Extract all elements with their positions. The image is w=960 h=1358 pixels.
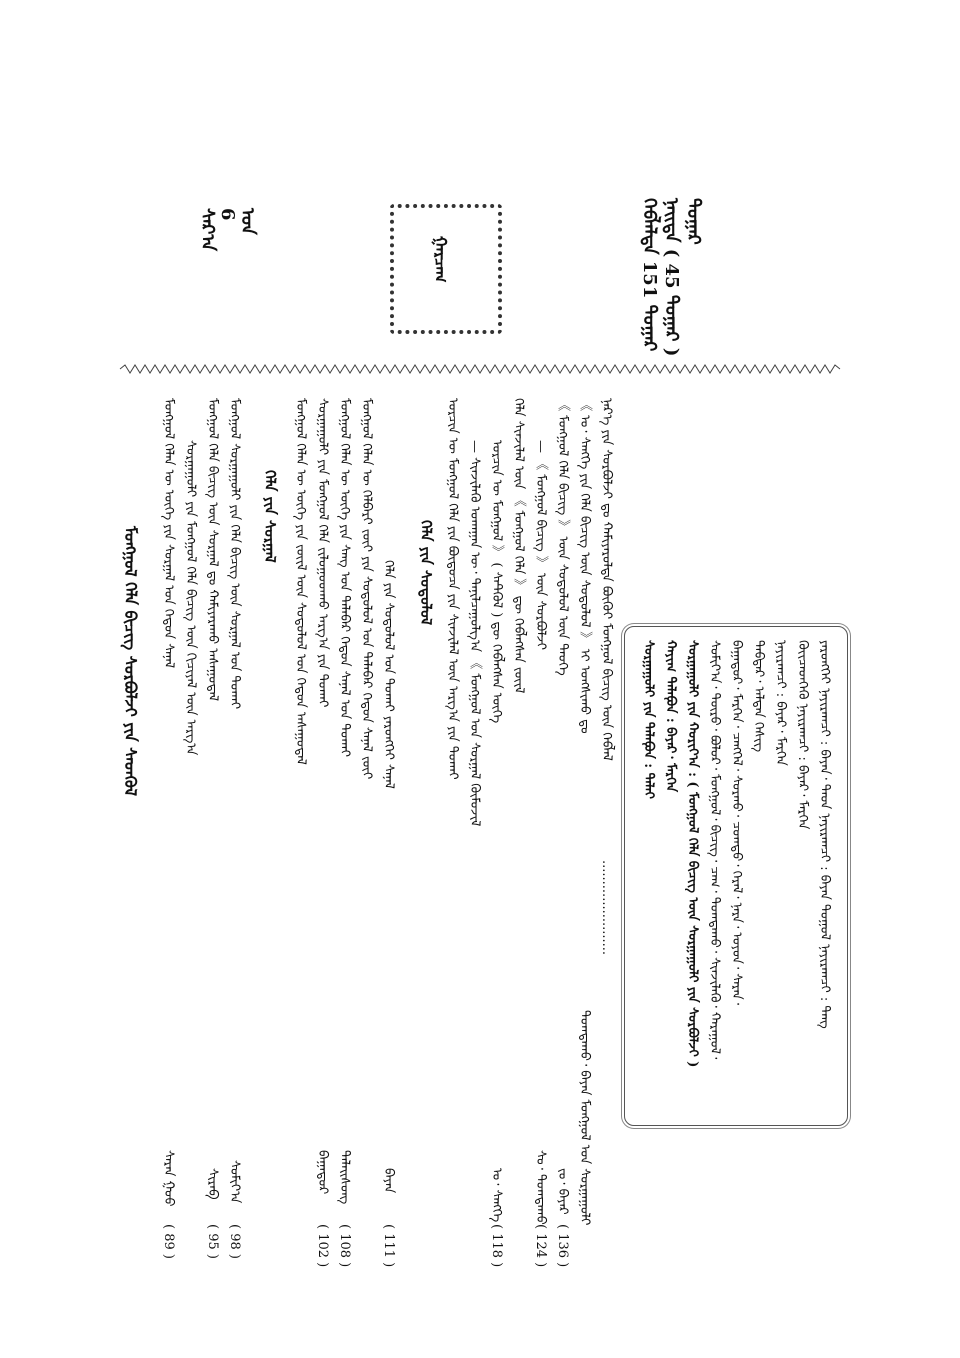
toc-mid-3-author: ᠳᠠᠯᠠᠢᠰᠦᠩ (337, 1150, 352, 1205)
toc-upper-2: 《 ᠣ᠂ ᠰᠡᠩᠭᠡ ᠶᠢᠨ ᠬᠡᠯᠡ ᠪᠢᠴᠢᠭ ᠦᠨ ᠰᠤᠳᠤᠯᠤᠯ 》 ᠢ ᠤᠩᠰᠢᠬᠤ ᠳᠤ (577, 398, 592, 734)
toc-upper-3: 《 ᠮᠣᠩᠭᠣᠯ ᠬᠡᠯᠡ ᠪᠢᠴᠢᠭ 》 ᠦᠨ ᠰᠤᠳᠤᠯᠤᠯ ᠦᠨ ᠲᠡᠦᠬᠡ (555, 398, 570, 676)
editor-line-2: ᠭᠦᠢᠴᠡᠳᠬᠡᠬᠦ ᠨᠠᠶᠢᠷᠠᠭᠴᠢ : ᠪᠠᠶᠠᠷ᠂ ᠮᠡᠷᠭᠡᠨ (795, 640, 810, 830)
toc-lower-3: ᠰᠤᠷᠭᠠᠭᠤᠯᠢ ᠶᠢᠨ ᠮᠣᠩᠭᠣᠯ ᠬᠡᠯᠡ ᠪᠢᠴᠢᠭ ᠦᠨ ᠬᠢᠴᠢᠶᠡᠯ ᠦᠨ ᠠᠷᠭ᠎ᠠ (183, 440, 198, 756)
toc-mid-3: ᠮᠣᠩᠭᠣᠯ ᠬᠡᠯᠡᠨ ᠦ ᠦᠭᠡ ᠶᠢᠨ ᠰᠠᠩ ᠤᠨ ᠲᠠᠯᠠᠪᠠᠷ ᠬᠡᠳᠦᠨ ᠰᠠᠨᠠᠯ ᠤᠨ ᠲᠤᠬᠠᠢ (337, 398, 352, 758)
toc-mid-2: ᠮᠣᠩᠭᠣᠯ ᠬᠡᠯᠡᠨ ᠦ ᠬᠡᠯᠪᠡᠷᠢ ᠵᠦᠢ ᠶᠢᠨ ᠰᠤᠳᠤᠯᠤᠯ ᠤᠨ ᠲᠠᠯᠠᠪᠠᠷ ᠬᠡᠳᠦᠨ ᠰᠠᠨᠠᠯ ᠵᠦᠢ (359, 398, 374, 780)
toc-upper-3-page: ( 136 ) (555, 1224, 570, 1268)
toc-mid-5: ᠮᠣᠩᠭᠣᠯ ᠬᠡᠯᠡᠨ ᠦ ᠦᠭᠡ ᠶᠢᠨ ᠵᠦᠢᠯ ᠦᠨ ᠰᠤᠳᠤᠯᠤᠯ ᠤᠨ ᠬᠡᠳᠦᠨ ᠠᠰᠠᠭᠤᠳᠠᠯ (293, 398, 308, 765)
toc-upper-4: — 《 ᠮᠣᠩᠭᠣᠯ ᠪᠢᠴᠢᠭ 》 ᠦᠨ ᠰᠤᠷᠪᠤᠯᠵᠢ (533, 440, 548, 650)
section-title-1: ᠬᠡᠯᠡ ᠶᠢᠨ ᠰᠤᠳᠤᠯᠤᠯ (417, 520, 435, 626)
toc-mid-4: ᠰᠤᠷᠭᠠᠭᠤᠯᠢ ᠶᠢᠨ ᠮᠣᠩᠭᠣᠯ ᠬᠡᠯᠡ ᠵᠢᠯᠤᠭᠣᠳᠬᠤ ᠠᠷᠭ᠎ᠠ ᠶᠢᠨ ᠲᠤᠬᠠᠢ (315, 398, 330, 708)
editor-line-4: ᠳᠡᠪᠲᠡᠷ᠂ ᠠᠯᠲᠠᠨ ᠬᠡᠰᠢᠭ (751, 640, 766, 753)
toc-upper-6-page: ( 118 ) (489, 1224, 504, 1268)
toc-lower-4-author: ᠰᠠᠷᠠᠨ ᠭᠣᠣ (161, 1150, 176, 1207)
toc-mid-4-page: ( 102 ) (315, 1224, 330, 1268)
year-line-3: ᠰᠠᠷ᠎ᠠ (197, 208, 218, 252)
year-line-1: ᠣᠨ (237, 208, 258, 235)
toc-upper-5: ᠬᠡᠯᠡ ᠰᠢᠨᠵᠢᠯᠡᠯ ᠦᠨ 《 ᠮᠣᠩᠭᠣᠯ ᠬᠡᠯᠡ 》 ᠳᠦ ᠬᠡᠪᠯᠡᠭᠰᠡᠨ ᠵᠦᠢᠯ (511, 398, 526, 694)
toc-upper-1-dots: ....................... (599, 860, 614, 956)
year-line-2: 6 (217, 208, 238, 221)
toc-lower-1: ᠮᠣᠩᠭᠣᠯ ᠰᠤᠷᠭᠠᠭᠤᠯᠢ ᠶᠢᠨ ᠬᠡᠯᠡ ᠪᠢᠴᠢᠭ ᠦᠨ ᠰᠤᠷᠭᠠᠯ ᠤᠨ ᠲᠤᠬᠠᠢ (227, 398, 242, 710)
editor-line-3: ᠨᠠᠶᠢᠷᠠᠭᠴᠢ : ᠪᠠᠶᠠᠷ᠂ ᠮᠡᠷᠭᠡᠨ (773, 640, 788, 766)
stamp-text: ᠭᠠᠷᠴᠠᠭ (431, 236, 450, 283)
editor-line-1: ᠶᠡᠷᠦᠩᠬᠡᠢ ᠨᠠᠶᠢᠷᠠᠭᠴᠢ : ᠪᠠᠶᠠᠨ᠂ ᠳᠡᠳ ᠨᠠᠶᠢᠷᠠᠭᠴᠢ : ᠪᠠᠶᠠᠨ ᠲᠤᠭᠤᠯ ᠨᠠᠶᠢᠷᠠᠭᠴᠢ : ᠲᠠᠩ (817, 640, 832, 1029)
toc-upper-4-author: ᠰᠤ᠂ ᠲᠣᠭᠲᠠᠬᠤ (533, 1150, 548, 1225)
toc-mid-3-page: ( 108 ) (337, 1224, 352, 1268)
toc-upper-4-page: ( 124 ) (533, 1224, 548, 1268)
toc-upper-8: ᠣᠷᠴᠢᠨ ᠦ ᠮᠣᠩᠭᠣᠯ ᠬᠡᠯᠡ ᠶᠢᠨ ᠪᠦᠲᠦᠴᠡ ᠶᠢᠨ ᠰᠢᠨᠵᠢᠯᠡᠯ ᠦᠨ ᠠᠷᠭ᠎ᠠ ᠶᠢᠨ ᠲᠤᠬᠠᠢ (445, 398, 460, 780)
toc-mid-4-author: ᠪᠠᠭᠠᠲᠤᠷ (315, 1150, 330, 1195)
bottom-title: ᠮᠣᠩᠭᠣᠯ ᠬᠡᠯᠡ ᠪᠢᠴᠢᠭ ᠰᠤᠷᠪᠤᠯᠵᠢ ᠶᠢᠨ ᠰᠡᠳᠬᠦᠯ (121, 526, 140, 796)
zigzag-divider (120, 364, 840, 374)
toc-upper-3-author: ᠵᠣ᠂ ᠪᠠᠶᠠᠷ (555, 1168, 570, 1215)
toc-mid-1-page: ( 111 ) (381, 1224, 396, 1268)
toc-mid-1: ᠬᠡᠯᠡ ᠶᠢᠨ ᠰᠤᠳᠤᠯᠤᠯ ᠤᠨ ᠲᠤᠬᠠᠢ ᠶᠡᠷᠦᠩᠬᠡᠢ ᠰᠠᠨᠠᠯ (381, 560, 396, 789)
toc-upper-7: — ᠰᠢᠨᠵᠢᠯᠡᠬᠦ ᠤᠬᠠᠭᠠᠨ ᠦ᠂ ᠲᠠᠨᠢᠯᠴᠠᠭᠤᠯᠭ᠎ᠠ 《 ᠮᠣᠩᠭᠣᠯ ᠤᠨ ᠰᠤᠷᠭᠠᠯ ᠬᠦᠮᠦᠵᠢᠯ (467, 440, 482, 827)
editor-line-5: ᠪᠠᠭᠠᠲᠤᠷ᠂ ᠮᠡᠷᠭᠡᠨ᠂ ᠴᠡᠩᠭᠡᠯ᠂ ᠰᠤᠷᠬᠤ᠂ ᠴᠣᠭᠲᠤ᠂ ᠭᠡᠷᠡᠯ᠂ ᠨᠠᠷᠠ᠂ ᠣᠶᠤᠨ᠂ ᠰᠠᠷᠠᠨ᠂ (729, 640, 744, 1005)
toc-lower-1-author: ᠰᠤᠮᠢᠶ᠎ᠠ (227, 1160, 242, 1204)
toc-lower-2: ᠮᠣᠩᠭᠣᠯ ᠬᠡᠯᠡ ᠪᠢᠴᠢᠭ ᠦᠨ ᠰᠤᠷᠭᠠᠯ ᠳᠤ ᠬᠠᠮᠢᠶᠠᠷᠠᠬᠤ ᠠᠰᠠᠭᠤᠳᠠᠯ (205, 398, 220, 702)
toc-lower-4: ᠮᠣᠩᠭᠣᠯ ᠬᠡᠯᠡᠨ ᠦ ᠦᠭᠡ ᠶᠢᠨ ᠰᠤᠷᠭᠠᠯ ᠤᠨ ᠬᠡᠳᠦᠨ ᠰᠠᠨᠠᠯ (161, 398, 176, 669)
editor-line-7: ᠰᠤᠷᠭᠠᠭᠤᠯᠢ ᠶᠢᠨ ᠬᠣᠷᠢᠶ᠎ᠠ : ( ᠮᠣᠩᠭᠣᠯ ᠬᠡᠯᠡ ᠪᠢᠴᠢᠭ ᠦᠨ ᠰᠤᠷᠭᠠᠭᠤᠯᠢ ᠶᠢᠨ ᠰᠤᠷᠪᠤᠯᠵᠢ ) (685, 640, 700, 1068)
toc-upper-6: ᠣᠷᠴᠢᠨ ᠦ ᠮᠣᠩᠭᠣᠯ 》 ( ᠰᠡᠲᠬᠦᠯ ) ᠳᠦ ᠬᠡᠪᠯᠡᠭᠰᠡᠨ ᠦᠭᠡ (489, 440, 504, 724)
toc-mid-1-author: ᠪᠠᠶᠠᠨ (381, 1168, 396, 1194)
editor-line-6: ᠰᠤᠮᠢᠶ᠎ᠠ᠂ ᠲᠦᠷᠦ᠂ ᠪᠤᠯᠤᠷ᠂ ᠮᠣᠩᠭᠣᠯ᠂ ᠪᠢᠴᠢᠭ᠂ ᠴᠠᠭ᠂ ᠲᠣᠭᠲᠠᠬᠤ᠂ ᠰᠢᠨᠵᠢᠯᠡᠬᠦ᠂ ᠬᠠᠷᠠᠭᠤᠯ᠂ (707, 640, 722, 1060)
issue-line-2: ᠨᠡᠢᠲᠡ ( 45 ᠳᠤᠭᠠᠷ ) (661, 198, 682, 357)
toc-lower-4-page: ( 89 ) (161, 1224, 176, 1259)
toc-upper-2-author: ᠲᠣᠭᠲᠠᠬᠤ᠂ ᠪᠠᠶᠠᠨ ᠮᠣᠩᠭᠣᠯ ᠤᠨ ᠰᠤᠷᠭᠠᠭᠤᠯᠢ (577, 1010, 592, 1226)
toc-lower-2-author: ᠰᠢᠷᠠᠪ (205, 1168, 220, 1200)
issue-line-3: ᠬᠡᠪᠯᠡᠯᠲᠡ 151 ᠳᠤᠭᠠᠷ (639, 198, 660, 352)
toc-lower-1-page: ( 98 ) (227, 1224, 242, 1259)
issue-line-1: ᠳᠤᠭᠠᠷ (683, 198, 704, 245)
editor-line-8: ᠬᠠᠶᠢᠭ ᠲᠡᠯᠡᠹᠤᠨ : ᠪᠠᠶᠠᠷ᠂ ᠮᠡᠷᠭᠡᠨ (663, 640, 678, 793)
toc-upper-1: ᠨᠡᠷ᠎ᠡ ᠶᠢᠨ ᠰᠤᠷᠪᠤᠯᠵᠢ ᠳᠤ ᠬᠠᠮᠢᠶᠠᠷᠤᠯᠲᠠ ᠪᠦᠬᠦᠢ ᠮᠣᠩᠭᠣᠯ ᠪᠢᠴᠢᠭ ᠦᠨ ᠬᠡᠪᠯᠡᠯ (599, 398, 614, 761)
editor-line-9: ᠰᠤᠷᠭᠠᠭᠤᠯᠢ ᠶᠢᠨ ᠲᠡᠯᠡᠹᠤᠨ : ᠳᠠᠯᠠᠢ (641, 640, 656, 799)
toc-lower-2-page: ( 95 ) (205, 1224, 220, 1259)
section-title-2: ᠬᠡᠯᠡ ᠶᠢᠨ ᠰᠤᠷᠭᠠᠯ (261, 470, 279, 563)
toc-upper-6-author: ᠣ᠂ ᠰᠡᠩᠭᠡ (489, 1168, 504, 1223)
